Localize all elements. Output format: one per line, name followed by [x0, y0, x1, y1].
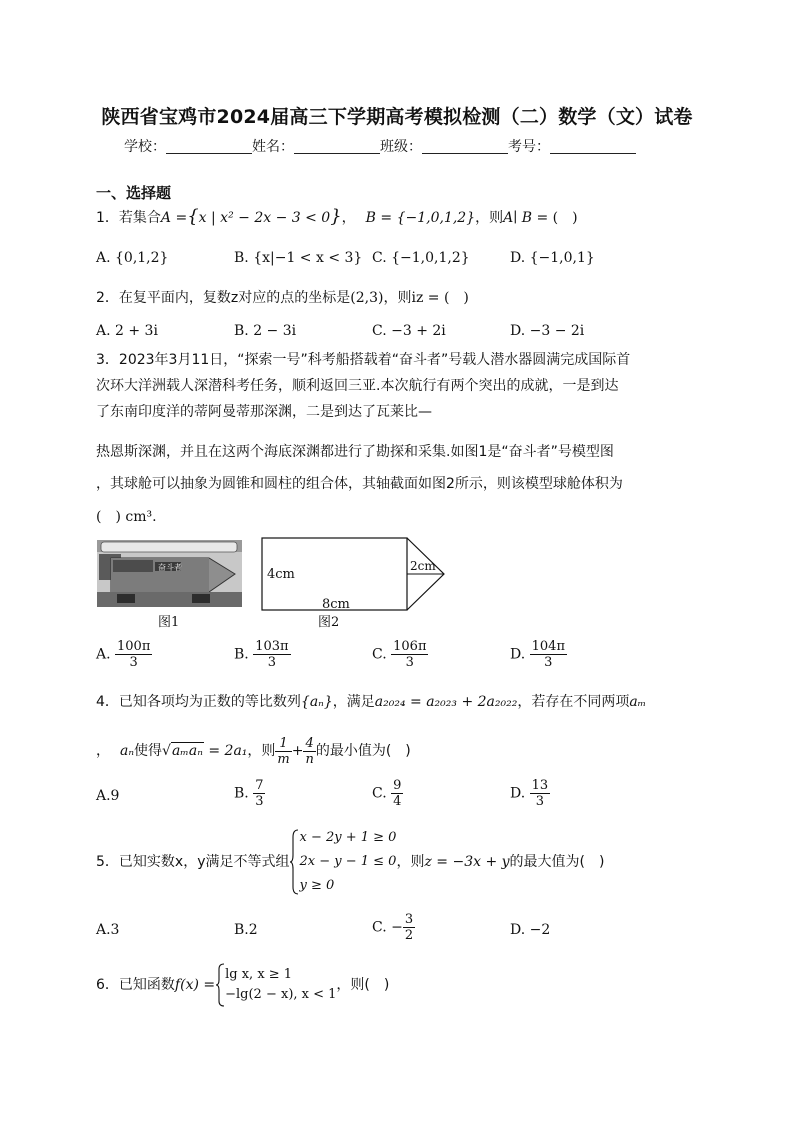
q4-d-letter: D.: [510, 785, 526, 802]
q3-option-c[interactable]: [372, 639, 428, 670]
figure-2-caption: 图2: [318, 615, 340, 630]
q3-line-6: [96, 507, 706, 527]
q2-eq: = ( ): [423, 290, 469, 306]
q4-f2-num: 4: [303, 736, 315, 752]
q4-sequence: {aₙ}: [300, 694, 333, 710]
q2-point: (2,3): [350, 290, 384, 306]
q4-plus: +: [291, 743, 304, 759]
q5-option-c[interactable]: [372, 912, 415, 943]
q4-b-fraction: [253, 778, 265, 809]
q3-d-letter: D.: [510, 646, 526, 663]
q6-fx: f(x) =: [174, 977, 216, 993]
q1-expr: A∣ B: [503, 210, 533, 226]
q3-b-den: 3: [267, 655, 277, 670]
q3-option-a[interactable]: [96, 639, 152, 670]
q3-b-letter: B.: [234, 646, 249, 663]
q4-c-fraction: [391, 778, 403, 809]
q5-ineq-1: x − 2y + 1 ≥ 0: [299, 830, 397, 845]
width-label: 8cm: [322, 597, 350, 612]
q6-ask: ，则( ): [336, 977, 390, 993]
q2-option-a[interactable]: A. 2 + 3i: [96, 323, 158, 339]
q4-c-den: 4: [393, 794, 402, 809]
page-title: 陕西省宝鸡市2024届高三下学期高考模拟检测（二）数学（文）试卷: [101, 106, 693, 128]
q4-b-num: 7: [255, 778, 264, 793]
q4-c-letter: C.: [372, 785, 387, 802]
q2-expr: iz: [411, 290, 424, 306]
q4-b-den: 3: [255, 794, 264, 809]
name-blank[interactable]: [294, 138, 380, 154]
school-blank[interactable]: [166, 138, 252, 154]
q4-frac-2: [303, 736, 315, 767]
submersible-photo: [97, 540, 242, 607]
q4-option-b[interactable]: [234, 778, 265, 809]
height-label: 4cm: [267, 567, 295, 582]
student-info-line: [124, 136, 684, 156]
q5-c-num: 3: [404, 912, 414, 927]
q5-expr: z = −3x + y: [424, 854, 510, 870]
q4-d-fraction: [530, 778, 551, 809]
q4-ask: 的最小值为( ): [315, 743, 411, 759]
submersible-photo-label: 奋斗者: [158, 563, 182, 572]
q6-case-1: lg x, x ≥ 1: [225, 967, 293, 982]
q4-stem: 4．已知各项均为正数的等比数列: [96, 694, 301, 710]
q6-case-2: −lg(2 − x), x < 1: [225, 987, 337, 1002]
q4-d-num: 13: [531, 778, 549, 793]
question-2: [96, 288, 706, 308]
q1-ask: ，则: [475, 210, 504, 226]
q5-option-b[interactable]: B.2: [234, 922, 258, 938]
q3-b-fraction: [253, 639, 290, 670]
q5-ineq-3: y ≥ 0: [299, 878, 335, 893]
q4-frac-1: [275, 736, 291, 767]
q3-option-d[interactable]: [510, 639, 567, 670]
question-4-line-1: [96, 692, 706, 712]
q4-an: aₙ: [120, 743, 135, 759]
q1-option-c[interactable]: C. {−1,0,1,2}: [372, 250, 470, 266]
q5-ask: 的最大值为( ): [509, 854, 605, 870]
q1-setB: B = {−1,0,1,2}: [365, 210, 476, 226]
q5-c-letter: C. −: [372, 919, 403, 936]
q3-c-num: 106π: [393, 639, 427, 654]
q2-option-d[interactable]: D. −3 − 2i: [510, 323, 585, 339]
q4-sqrt-content: aₘaₙ: [171, 743, 203, 759]
q6-stem: 6．已知函数: [96, 977, 175, 993]
q3-option-b[interactable]: [234, 639, 291, 670]
q1-option-d[interactable]: D. {−1,0,1}: [510, 250, 595, 266]
q3-d-fraction: [530, 639, 567, 670]
q5-ineq-2: 2x − y − 1 ≤ 0: [299, 854, 397, 869]
cone-label: 2cm: [410, 559, 436, 573]
q6-left-brace-icon: [215, 963, 225, 1007]
question-1: [96, 207, 706, 228]
q4-comma: ，: [96, 743, 110, 759]
section-heading: 一、选择题: [96, 184, 172, 202]
q4-eq2: = 2a₁: [203, 743, 248, 759]
q3-line-2: 次环大洋洲载人深潜科考任务，顺利返回三亚.本次航行有两个突出的成就，一是到达: [96, 378, 619, 394]
q1-option-a[interactable]: A. {0,1,2}: [96, 250, 169, 266]
q3-line-1: 3．2023年3月11日，“探索一号”科考船搭载着“奋斗者”号载人潜水器圆满完成国际首: [96, 352, 631, 368]
q1-setA: A =: [160, 210, 188, 226]
question-5: [96, 826, 706, 898]
q2-option-c[interactable]: C. −3 + 2i: [372, 323, 446, 339]
q4-am: aₘ: [629, 694, 647, 710]
q4-then: ，则: [247, 743, 276, 759]
q2-number: 2．: [96, 290, 119, 306]
q4-d-den: 3: [535, 794, 545, 809]
class-blank[interactable]: [422, 138, 508, 154]
q4-option-a[interactable]: A.9: [96, 788, 120, 804]
q4-option-d[interactable]: [510, 778, 550, 809]
number-blank[interactable]: [550, 138, 636, 154]
q4-sqrt-sign: √: [162, 743, 171, 759]
q4-such-that: 使得: [134, 743, 163, 759]
q3-a-fraction: [115, 639, 152, 670]
q2-option-b[interactable]: B. 2 − 3i: [234, 323, 297, 339]
q3-line-5: ，其球舱可以抽象为圆锥和圆柱的组合体，其轴截面如图2所示，则该模型球舱体积为: [96, 476, 623, 492]
submersible-illustration-icon: [97, 540, 242, 607]
q1-eq: = ( ): [532, 210, 578, 226]
q6-cases: [225, 965, 336, 1005]
q5-option-a[interactable]: A.3: [96, 922, 120, 938]
q5-system: [299, 826, 396, 898]
q4-relation: a₂₀₂₄ = a₂₀₂₃ + 2a₂₀₂₂: [374, 694, 518, 710]
q1-brace-open: {: [187, 206, 199, 227]
q3-line-4: 热恩斯深渊，并且在这两个海底深渊都进行了勘探和采集.如图1是“奋斗者”号模型图: [96, 444, 614, 460]
q5-stem: 5．已知实数x，y满足不等式组: [96, 854, 290, 870]
q3-c-letter: C.: [372, 646, 387, 663]
q5-c-fraction: [403, 912, 415, 943]
figure-1-caption: 图1: [158, 615, 180, 630]
q3-c-fraction: [391, 639, 428, 670]
q1-stem: 若集合: [118, 210, 161, 226]
field-number-label: 考号：: [508, 139, 550, 155]
field-class-label: 班级：: [380, 139, 422, 155]
q1-setA-expr: x | x² − 2x − 3 < 0: [198, 210, 331, 226]
q3-d-den: 3: [544, 655, 553, 670]
q2-ask: ，则: [383, 290, 412, 306]
q4-b-letter: B.: [234, 785, 249, 802]
q1-sep: ，: [341, 210, 356, 226]
q3-a-num: 100π: [117, 639, 151, 654]
q3-d-num: 104π: [531, 639, 565, 654]
q3-a-den: 3: [129, 655, 138, 670]
question-6: [96, 962, 706, 1008]
q5-then: ，则: [396, 854, 425, 870]
q4-satisfy: ，满足: [332, 694, 375, 710]
q3-b-num: 103π: [255, 639, 289, 654]
field-name-label: 姓名：: [252, 139, 294, 155]
q2-stem: 在复平面内，复数z对应的点的坐标是: [118, 290, 351, 306]
field-school-label: 学校：: [124, 139, 166, 155]
q1-brace-close: }: [330, 206, 342, 227]
q4-c-num: 9: [393, 778, 402, 793]
q1-option-b[interactable]: B. {x|−1 < x < 3}: [234, 250, 363, 266]
q4-exist: ，若存在不同两项: [517, 694, 630, 710]
q4-f1-den: m: [277, 751, 290, 767]
q3-c-den: 3: [405, 655, 414, 670]
q5-left-brace-icon: [289, 829, 299, 895]
q1-number: 1．: [96, 210, 119, 226]
q3-last: ( ) cm³.: [96, 509, 157, 525]
question-4-line-2: [96, 734, 706, 768]
q4-f2-den: n: [305, 751, 314, 767]
q3-line-3: 了东南印度洋的蒂阿曼蒂那深渊，二是到达了瓦莱比—: [96, 404, 432, 420]
cross-section-diagram: [258, 536, 450, 614]
q5-option-d[interactable]: D. −2: [510, 922, 551, 938]
q5-c-den: 2: [404, 928, 414, 943]
q3-a-letter: A.: [96, 646, 111, 663]
q4-option-c[interactable]: [372, 778, 403, 809]
q4-f1-num: 1: [275, 736, 291, 752]
